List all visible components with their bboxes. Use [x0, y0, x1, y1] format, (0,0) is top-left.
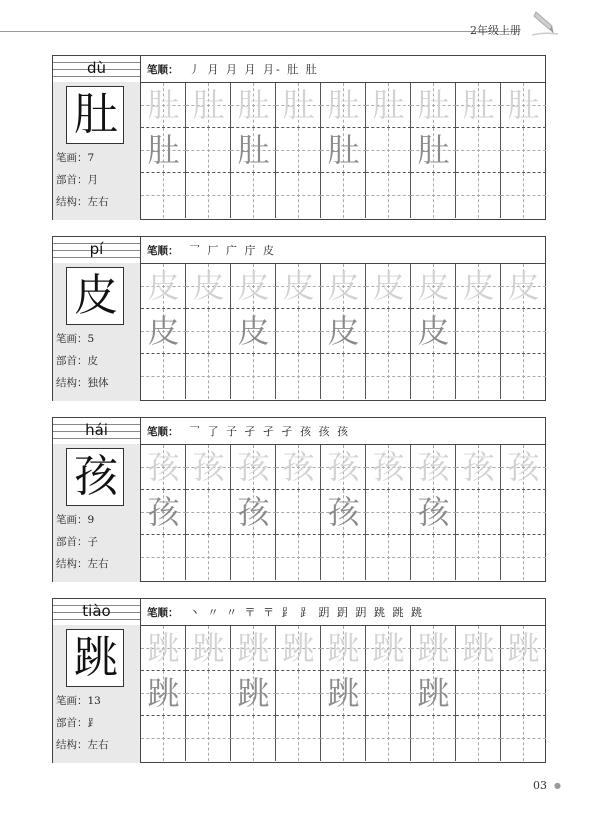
writing-cell[interactable] — [276, 128, 321, 173]
stroke-order-sequence: 丶 〃 〃 〒 〒 ⻊ ⻊ 跀 跀 跀 跳 跳 跳 — [189, 606, 424, 619]
writing-cell[interactable] — [321, 309, 366, 354]
writing-cell[interactable] — [186, 716, 231, 761]
writing-cell[interactable] — [231, 490, 276, 535]
trace-char: 跳 — [147, 629, 180, 667]
structure: 左右 — [87, 558, 109, 570]
guide-char: 跳 — [417, 674, 450, 712]
writing-cell[interactable] — [366, 716, 411, 761]
stroke-order-label: 笔顺： — [147, 607, 179, 619]
writing-cell[interactable] — [186, 173, 231, 218]
writing-cell[interactable] — [141, 83, 186, 128]
writing-cell[interactable] — [411, 128, 456, 173]
guide-char: 皮 — [327, 312, 360, 350]
model-char-box — [66, 448, 124, 506]
writing-cell[interactable] — [411, 309, 456, 354]
writing-cell[interactable] — [411, 716, 456, 761]
pinyin-box — [53, 56, 140, 83]
radical-line: 部首：月 — [56, 174, 98, 186]
trace-char: 皮 — [327, 267, 360, 305]
trace-char: 皮 — [507, 267, 540, 305]
structure-line: 结构：独体 — [56, 377, 109, 389]
guide-char: 跳 — [147, 674, 180, 712]
writing-cell[interactable] — [186, 626, 231, 671]
writing-cell[interactable] — [501, 264, 546, 309]
writing-cell[interactable] — [411, 173, 456, 218]
writing-cell[interactable] — [141, 173, 186, 218]
radical: 月 — [87, 174, 98, 186]
stroke-order-row — [141, 56, 545, 83]
writing-cell[interactable] — [321, 83, 366, 128]
stroke-order-sequence: 乛 厂 广 庁 皮 — [189, 244, 276, 257]
writing-cell[interactable] — [186, 354, 231, 399]
writing-cell[interactable] — [231, 716, 276, 761]
trace-char: 跳 — [372, 629, 405, 667]
char-info-column — [52, 55, 140, 220]
stroke-order-label: 笔顺： — [147, 426, 179, 438]
trace-char: 肚 — [462, 86, 495, 124]
model-char-box — [66, 629, 124, 687]
guide-char: 皮 — [237, 312, 270, 350]
writing-cell[interactable] — [456, 671, 501, 716]
trace-char: 肚 — [147, 86, 180, 124]
guide-char: 孩 — [147, 493, 180, 531]
writing-cell[interactable] — [231, 264, 276, 309]
trace-char: 孩 — [192, 448, 225, 486]
writing-cell[interactable] — [411, 354, 456, 399]
stroke-count-line: 笔画：13 — [56, 695, 101, 707]
guide-char: 孩 — [237, 493, 270, 531]
writing-cell[interactable] — [411, 490, 456, 535]
page-dot-icon: ● — [554, 781, 561, 790]
writing-cell[interactable] — [276, 445, 321, 490]
structure-line: 结构：左右 — [56, 196, 109, 208]
writing-cell[interactable] — [141, 264, 186, 309]
practice-area — [140, 236, 546, 401]
writing-cell[interactable] — [366, 173, 411, 218]
writing-cell[interactable] — [231, 445, 276, 490]
radical: 皮 — [87, 355, 98, 367]
model-char: 孩 — [74, 451, 118, 502]
writing-cell[interactable] — [141, 445, 186, 490]
writing-cell[interactable] — [231, 83, 276, 128]
writing-cell[interactable] — [141, 626, 186, 671]
info-area — [53, 625, 140, 763]
guide-char: 孩 — [327, 493, 360, 531]
writing-cell[interactable] — [501, 626, 546, 671]
radical-line: 部首：子 — [56, 536, 98, 548]
writing-cell[interactable] — [366, 264, 411, 309]
trace-char: 皮 — [372, 267, 405, 305]
trace-char: 皮 — [282, 267, 315, 305]
writing-cell[interactable] — [366, 128, 411, 173]
trace-char: 皮 — [462, 267, 495, 305]
writing-cell[interactable] — [366, 83, 411, 128]
writing-cell[interactable] — [141, 354, 186, 399]
trace-char: 孩 — [417, 448, 450, 486]
trace-char: 跳 — [462, 629, 495, 667]
writing-cell[interactable] — [456, 535, 501, 580]
trace-char: 肚 — [417, 86, 450, 124]
writing-cell[interactable] — [276, 354, 321, 399]
writing-cell[interactable] — [231, 626, 276, 671]
char-info-column — [52, 598, 140, 763]
writing-cell[interactable] — [276, 716, 321, 761]
writing-cell[interactable] — [411, 535, 456, 580]
writing-cell[interactable] — [276, 490, 321, 535]
info-area — [53, 82, 140, 220]
writing-cell[interactable] — [366, 671, 411, 716]
practice-area — [140, 55, 546, 220]
writing-cell[interactable] — [321, 173, 366, 218]
practice-block — [52, 598, 546, 763]
radical-line: 部首：皮 — [56, 355, 98, 367]
stroke-order-sequence: 丿 月 月 月 月- 肚 肚 — [189, 63, 319, 76]
writing-cell[interactable] — [456, 490, 501, 535]
trace-char: 皮 — [417, 267, 450, 305]
writing-cell[interactable] — [366, 445, 411, 490]
grade-label: 2年级上册 — [470, 24, 521, 37]
structure: 左右 — [87, 739, 109, 751]
stroke-order-label: 笔顺： — [147, 245, 179, 257]
trace-char: 跳 — [507, 629, 540, 667]
trace-char: 孩 — [147, 448, 180, 486]
stroke-count: 7 — [87, 152, 95, 164]
writing-cell[interactable] — [456, 309, 501, 354]
practice-area — [140, 598, 546, 763]
writing-cell[interactable] — [456, 716, 501, 761]
writing-cell[interactable] — [276, 626, 321, 671]
writing-cell[interactable] — [141, 309, 186, 354]
practice-block — [52, 236, 546, 401]
writing-cell[interactable] — [321, 490, 366, 535]
structure-line: 结构：左右 — [56, 558, 109, 570]
writing-cell[interactable] — [456, 128, 501, 173]
writing-cell[interactable] — [456, 626, 501, 671]
writing-cell[interactable] — [186, 128, 231, 173]
writing-cell[interactable] — [141, 490, 186, 535]
guide-char: 肚 — [327, 131, 360, 169]
info-area — [53, 263, 140, 401]
pinyin-box — [53, 418, 140, 445]
writing-cell[interactable] — [141, 671, 186, 716]
guide-char: 肚 — [147, 131, 180, 169]
writing-cell[interactable] — [321, 535, 366, 580]
trace-char: 孩 — [327, 448, 360, 486]
pinyin: hái — [85, 421, 108, 439]
trace-char: 孩 — [372, 448, 405, 486]
writing-cell[interactable] — [186, 264, 231, 309]
guide-char: 肚 — [417, 131, 450, 169]
writing-cell[interactable] — [321, 128, 366, 173]
stroke-order-label: 笔顺： — [147, 64, 179, 76]
pinyin: dù — [86, 59, 107, 77]
writing-cell[interactable] — [501, 354, 546, 399]
writing-cell[interactable] — [321, 716, 366, 761]
model-char-box — [66, 86, 124, 144]
page-number: 03 — [533, 779, 547, 792]
structure-line: 结构：左右 — [56, 739, 109, 751]
writing-cell[interactable] — [321, 445, 366, 490]
guide-char: 跳 — [237, 674, 270, 712]
trace-char: 肚 — [507, 86, 540, 124]
radical: ⻊ — [87, 717, 98, 729]
writing-cell[interactable] — [276, 83, 321, 128]
guide-char: 跳 — [327, 674, 360, 712]
writing-cell[interactable] — [231, 173, 276, 218]
practice-area — [140, 417, 546, 582]
writing-cell[interactable] — [366, 626, 411, 671]
stroke-count-line: 笔画：5 — [56, 333, 95, 345]
trace-char: 跳 — [282, 629, 315, 667]
stroke-order-sequence: 乛 了 子 孑 孑 孑 孩 孩 孩 — [189, 425, 350, 438]
writing-cell[interactable] — [411, 671, 456, 716]
writing-cell[interactable] — [186, 309, 231, 354]
writing-cell[interactable] — [276, 309, 321, 354]
guide-char: 孩 — [417, 493, 450, 531]
writing-cell[interactable] — [456, 83, 501, 128]
writing-cell[interactable] — [276, 671, 321, 716]
trace-char: 跳 — [417, 629, 450, 667]
info-area — [53, 444, 140, 582]
writing-cell[interactable] — [276, 535, 321, 580]
writing-cell[interactable] — [411, 445, 456, 490]
writing-cell[interactable] — [501, 83, 546, 128]
trace-char: 肚 — [282, 86, 315, 124]
writing-cell[interactable] — [501, 671, 546, 716]
writing-cell[interactable] — [501, 128, 546, 173]
writing-cell[interactable] — [231, 354, 276, 399]
writing-cell[interactable] — [456, 445, 501, 490]
writing-cell[interactable] — [141, 535, 186, 580]
writing-cell[interactable] — [321, 671, 366, 716]
pinyin: tiào — [82, 602, 111, 620]
pen-icon — [528, 8, 560, 38]
char-info-column — [52, 236, 140, 401]
writing-cell[interactable] — [231, 671, 276, 716]
writing-cell[interactable] — [411, 264, 456, 309]
stroke-order-row — [141, 418, 545, 445]
writing-cell[interactable] — [276, 264, 321, 309]
char-info-column — [52, 417, 140, 582]
writing-cell[interactable] — [501, 490, 546, 535]
structure: 左右 — [87, 196, 109, 208]
trace-char: 皮 — [237, 267, 270, 305]
stroke-order-row — [141, 599, 545, 626]
trace-char: 肚 — [372, 86, 405, 124]
structure: 独体 — [87, 377, 109, 389]
writing-cell[interactable] — [411, 83, 456, 128]
writing-cell[interactable] — [501, 173, 546, 218]
writing-cell[interactable] — [186, 535, 231, 580]
practice-block — [52, 417, 546, 582]
trace-char: 跳 — [192, 629, 225, 667]
trace-char: 跳 — [237, 629, 270, 667]
trace-char: 肚 — [237, 86, 270, 124]
writing-cell[interactable] — [231, 535, 276, 580]
writing-cell[interactable] — [186, 83, 231, 128]
model-char: 跳 — [74, 632, 118, 683]
writing-cell[interactable] — [456, 264, 501, 309]
writing-cell[interactable] — [501, 309, 546, 354]
radical: 子 — [87, 536, 98, 548]
writing-cell[interactable] — [366, 309, 411, 354]
stroke-count: 13 — [87, 695, 101, 707]
trace-char: 肚 — [192, 86, 225, 124]
writing-cell[interactable] — [321, 264, 366, 309]
guide-char: 皮 — [147, 312, 180, 350]
writing-cell[interactable] — [456, 173, 501, 218]
writing-cell[interactable] — [231, 128, 276, 173]
pinyin-box — [53, 599, 140, 626]
model-char-box — [66, 267, 124, 325]
header-line — [0, 31, 520, 32]
trace-char: 孩 — [462, 448, 495, 486]
writing-cell[interactable] — [366, 490, 411, 535]
writing-cell[interactable] — [231, 309, 276, 354]
writing-cell[interactable] — [186, 490, 231, 535]
writing-cell[interactable] — [456, 354, 501, 399]
writing-cell[interactable] — [321, 354, 366, 399]
writing-cell[interactable] — [501, 445, 546, 490]
stroke-count: 5 — [87, 333, 95, 345]
trace-char: 肚 — [327, 86, 360, 124]
writing-cell[interactable] — [411, 626, 456, 671]
writing-cell[interactable] — [186, 445, 231, 490]
trace-char: 孩 — [282, 448, 315, 486]
writing-cell[interactable] — [501, 716, 546, 761]
radical-line: 部首：⻊ — [56, 717, 98, 729]
guide-char: 皮 — [417, 312, 450, 350]
writing-cell[interactable] — [321, 626, 366, 671]
trace-char: 孩 — [507, 448, 540, 486]
model-char: 肚 — [74, 89, 118, 140]
trace-char: 皮 — [147, 267, 180, 305]
trace-char: 皮 — [192, 267, 225, 305]
stroke-count-line: 笔画：7 — [56, 152, 95, 164]
guide-char: 肚 — [237, 131, 270, 169]
stroke-count: 9 — [87, 514, 95, 526]
writing-cell[interactable] — [366, 535, 411, 580]
writing-cell[interactable] — [141, 716, 186, 761]
pinyin-box — [53, 237, 140, 264]
writing-cell[interactable] — [186, 671, 231, 716]
stroke-count-line: 笔画：9 — [56, 514, 95, 526]
model-char: 皮 — [74, 270, 118, 321]
trace-char: 跳 — [327, 629, 360, 667]
stroke-order-row — [141, 237, 545, 264]
writing-cell[interactable] — [276, 173, 321, 218]
pinyin: pí — [89, 240, 104, 258]
practice-block — [52, 55, 546, 220]
writing-cell[interactable] — [141, 128, 186, 173]
trace-char: 孩 — [237, 448, 270, 486]
writing-cell[interactable] — [366, 354, 411, 399]
writing-cell[interactable] — [501, 535, 546, 580]
